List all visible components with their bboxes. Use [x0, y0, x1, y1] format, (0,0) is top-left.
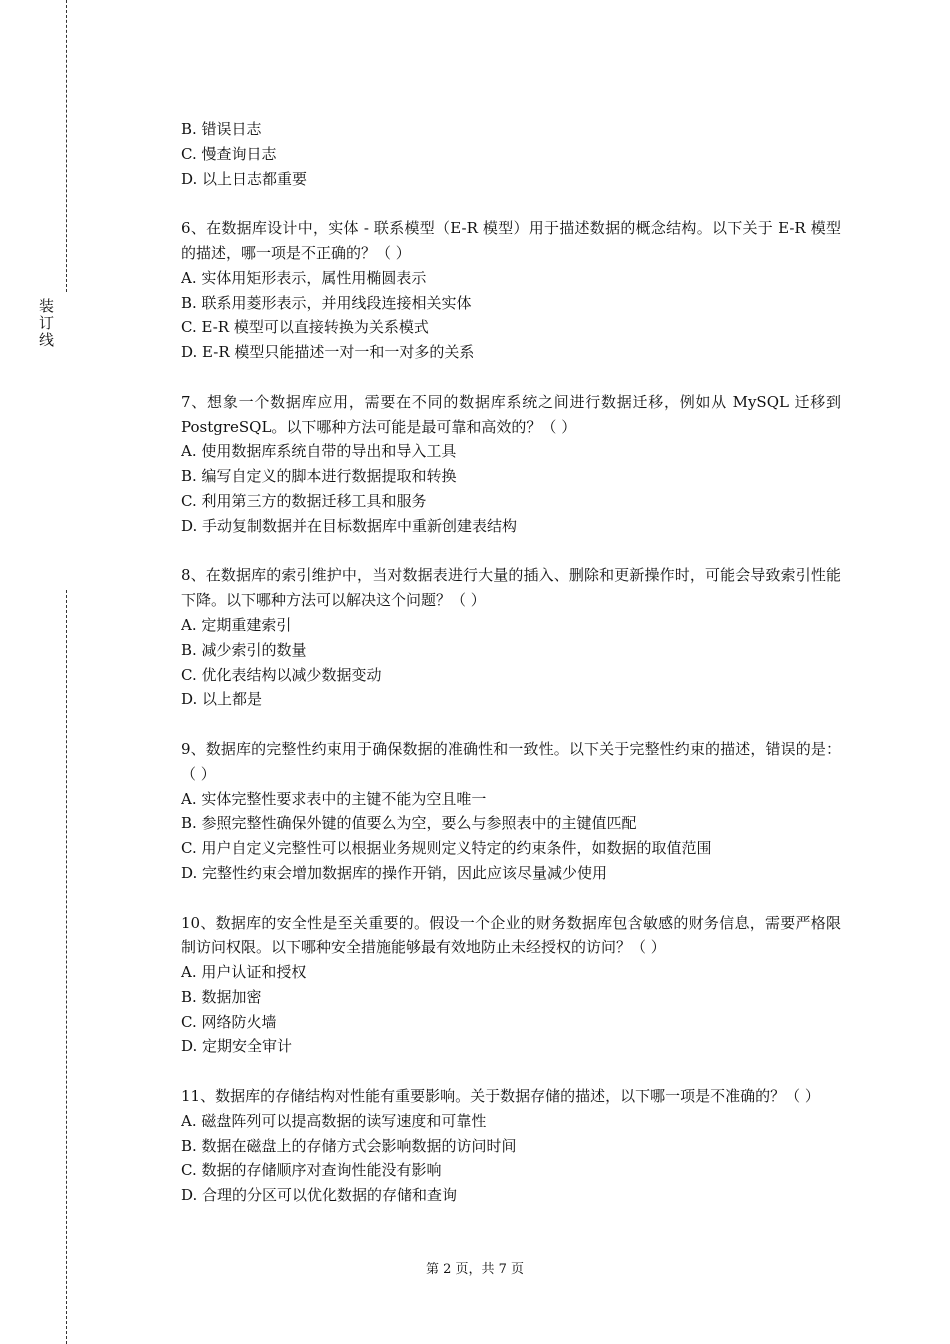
question-7: [181, 390, 841, 539]
option-a: A. 定期重建索引: [181, 615, 292, 634]
previous-question-options: [181, 117, 841, 191]
question-stem: 10、数据库的安全性是至关重要的。假设一个企业的财务数据库包含敏感的财务信息，需要严格限制访问权限。以下哪种安全措施能够最有效地防止未经授权的访问？（ ）: [181, 913, 841, 957]
question-stem: 7、想象一个数据库应用，需要在不同的数据库系统之间进行数据迁移，例如从 MySQL 迁移到 PostgreSQL。以下哪种方法可能是最可靠和高效的？（ ）: [181, 392, 841, 436]
option-c: C. 优化表结构以减少数据变动: [181, 665, 382, 684]
question-content: [181, 117, 841, 1208]
question-stem: 8、在数据库的索引维护中，当对数据表进行大量的插入、删除和更新操作时，可能会导致索引性能下降。以下哪种方法可以解决这个问题？（ ）: [181, 566, 841, 610]
option-d: D. E-R 模型只能描述一对一和一对多的关系: [181, 343, 475, 362]
binding-line-top: [66, 0, 67, 292]
option-d: D. 合理的分区可以优化数据的存储和查询: [181, 1186, 458, 1205]
question-10: [181, 911, 841, 1060]
option-b: B. 参照完整性确保外键的值要么为空，要么与参照表中的主键值匹配: [181, 814, 637, 833]
option-a: A. 实体用矩形表示，属性用椭圆表示: [181, 268, 427, 287]
option-a: A. 磁盘阵列可以提高数据的读写速度和可靠性: [181, 1111, 487, 1130]
option-c: C. 数据的存储顺序对查询性能没有影响: [181, 1161, 442, 1180]
question-stem: 9、数据库的完整性约束用于确保数据的准确性和一致性。以下关于完整性约束的描述，错误的是：（ ）: [181, 739, 841, 783]
option-d: D. 以上日志都重要: [181, 169, 308, 188]
binding-line-bottom: [66, 590, 67, 1344]
option-d: D. 手动复制数据并在目标数据库中重新创建表结构: [181, 516, 518, 535]
option-b: B. 错误日志: [181, 120, 262, 138]
binding-label: 装订线: [37, 298, 55, 349]
option-b: B. 编写自定义的脚本进行数据提取和转换: [181, 467, 457, 486]
option-b: B. 减少索引的数量: [181, 640, 307, 659]
question-stem: 11、数据库的存储结构对性能有重要影响。关于数据存储的描述，以下哪一项是不准确的？（ ）: [181, 1087, 820, 1106]
option-a: A. 用户认证和授权: [181, 963, 307, 982]
option-a: A. 实体完整性要求表中的主键不能为空且唯一: [181, 789, 487, 808]
option-c: C. E-R 模型可以直接转换为关系模式: [181, 318, 429, 337]
question-11: [181, 1084, 841, 1208]
option-a: A. 使用数据库系统自带的导出和导入工具: [181, 442, 457, 461]
option-c: C. 网络防火墙: [181, 1012, 277, 1031]
option-d: D. 以上都是: [181, 690, 263, 709]
question-9: [181, 737, 841, 886]
option-c: C. 慢查询日志: [181, 144, 277, 163]
option-b: B. 数据在磁盘上的存储方式会影响数据的访问时间: [181, 1136, 517, 1155]
option-b: B. 数据加密: [181, 987, 262, 1006]
question-8: [181, 563, 841, 712]
option-d: D. 定期安全审计: [181, 1037, 293, 1056]
question-stem: 6、在数据库设计中，实体 - 联系模型（E-R 模型）用于描述数据的概念结构。以下关于 E-R 模型的描述，哪一项是不正确的？（ ）: [181, 219, 841, 262]
option-d: D. 完整性约束会增加数据库的操作开销，因此应该尽量减少使用: [181, 863, 608, 882]
question-6: [181, 216, 841, 365]
page-footer: 第 2 页，共 7 页: [425, 1262, 525, 1277]
option-c: C. 用户自定义完整性可以根据业务规则定义特定的约束条件，如数据的取值范围: [181, 839, 712, 858]
option-b: B. 联系用菱形表示，并用线段连接相关实体: [181, 293, 472, 312]
option-c: C. 利用第三方的数据迁移工具和服务: [181, 491, 427, 510]
